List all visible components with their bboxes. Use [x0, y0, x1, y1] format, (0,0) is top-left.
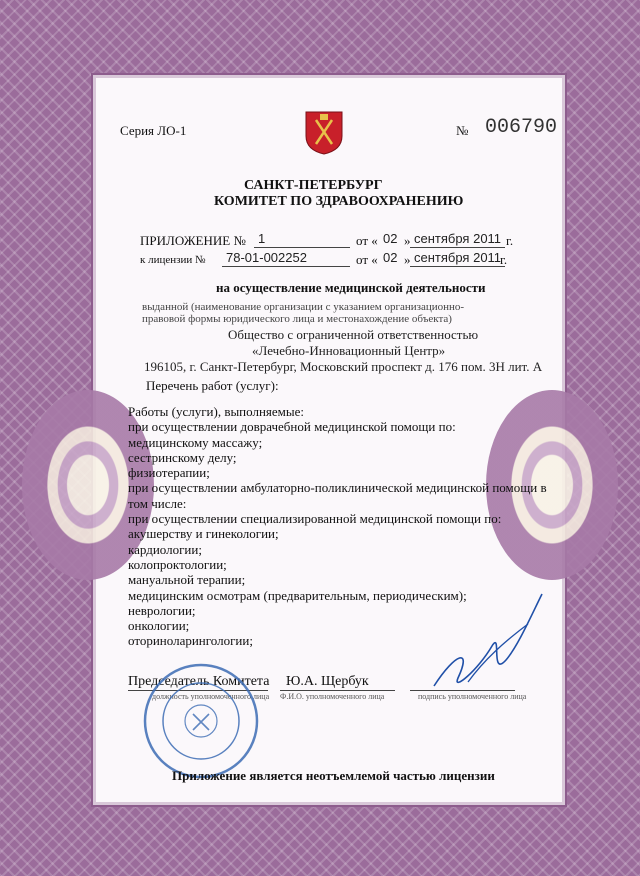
list-item: Работы (услуги), выполняемые: — [128, 404, 305, 419]
caption-signature: подпись уполномоченного лица — [418, 692, 527, 701]
license-day: 02 — [383, 250, 398, 265]
signer-name: Ю.А. Щербук — [286, 674, 369, 689]
list-item: неврологии; — [128, 602, 196, 618]
appendix-number: 1 — [258, 231, 266, 246]
signature-icon — [428, 590, 546, 710]
list-item: сестринскому делу; — [128, 449, 237, 465]
authority-city: САНКТ-ПЕТЕРБУРГ — [244, 178, 383, 193]
coat-of-arms-icon — [304, 110, 344, 156]
list-item: акушерству и гинекологии; — [128, 526, 279, 542]
appendix-year-suffix: г. — [506, 233, 514, 248]
license-number: 006790 — [485, 116, 558, 139]
list-item: оториноларингологии; — [128, 633, 253, 649]
license-purpose: на осуществление медицинской деятельности — [216, 280, 486, 295]
signer-position: Председатель Комитета — [128, 674, 270, 689]
license-label: к лицензии № — [140, 254, 206, 266]
org-name-line2: «Лечебно-Инновационный Центр» — [252, 343, 446, 358]
license-year-suffix: г. — [500, 252, 508, 267]
license-month-year: сентября 2011 — [414, 250, 502, 265]
caption-position: должность уполномоченного лица — [152, 692, 270, 701]
list-item: при осуществлении специализированной медицинской помощи по: — [128, 511, 502, 527]
appendix-day: 02 — [383, 231, 398, 246]
official-seal-icon — [140, 662, 262, 780]
issued-note-line1: выданной (наименование организации с указанием организационно- — [142, 301, 465, 313]
list-item: при осуществлении доврачебной медицинской помощи по: — [128, 419, 456, 435]
footer-note: Приложение является неотъемлемой частью лицензии — [172, 768, 495, 783]
appendix-date-close: » — [404, 233, 411, 248]
appendix-date-prefix: от « — [356, 233, 378, 248]
caption-name: Ф.И.О. уполномоченного лица — [280, 692, 385, 701]
org-address: 196105, г. Санкт-Петербург, Московский проспект д. 176 пом. 3Н лит. А — [144, 359, 543, 374]
list-item: физиотерапии; — [128, 465, 210, 481]
list-item: медицинским осмотрам (предварительным, периодическим); — [128, 587, 467, 603]
appendix-label: ПРИЛОЖЕНИЕ № — [140, 233, 246, 248]
issued-note-line2: правовой формы юридического лица и местонахождение объекта) — [142, 313, 452, 325]
license-value: 78-01-002252 — [226, 250, 307, 265]
list-item: при осуществлении амбулаторно-поликлинической медицинской помощи в — [128, 480, 547, 496]
license-date-prefix: от « — [356, 252, 378, 267]
works-header: Перечень работ (услуг): — [146, 378, 279, 393]
list-item: кардиологии; — [128, 541, 202, 557]
appendix-month-year: сентября 2011 — [414, 231, 502, 246]
list-item: онкологии; — [128, 618, 190, 634]
list-item: мануальной терапии; — [128, 572, 246, 588]
list-item: колопроктологии; — [128, 556, 227, 572]
number-sign: № — [456, 123, 469, 138]
authority-committee: КОМИТЕТ ПО ЗДРАВООХРАНЕНИЮ — [214, 194, 464, 209]
list-item: медицинскому массажу; — [128, 434, 263, 450]
org-name-line1: Общество с ограниченной ответственностью — [228, 327, 479, 342]
list-item: том числе: — [128, 495, 187, 511]
series-label: Серия ЛО-1 — [120, 123, 187, 138]
license-date-close: » — [404, 252, 411, 267]
